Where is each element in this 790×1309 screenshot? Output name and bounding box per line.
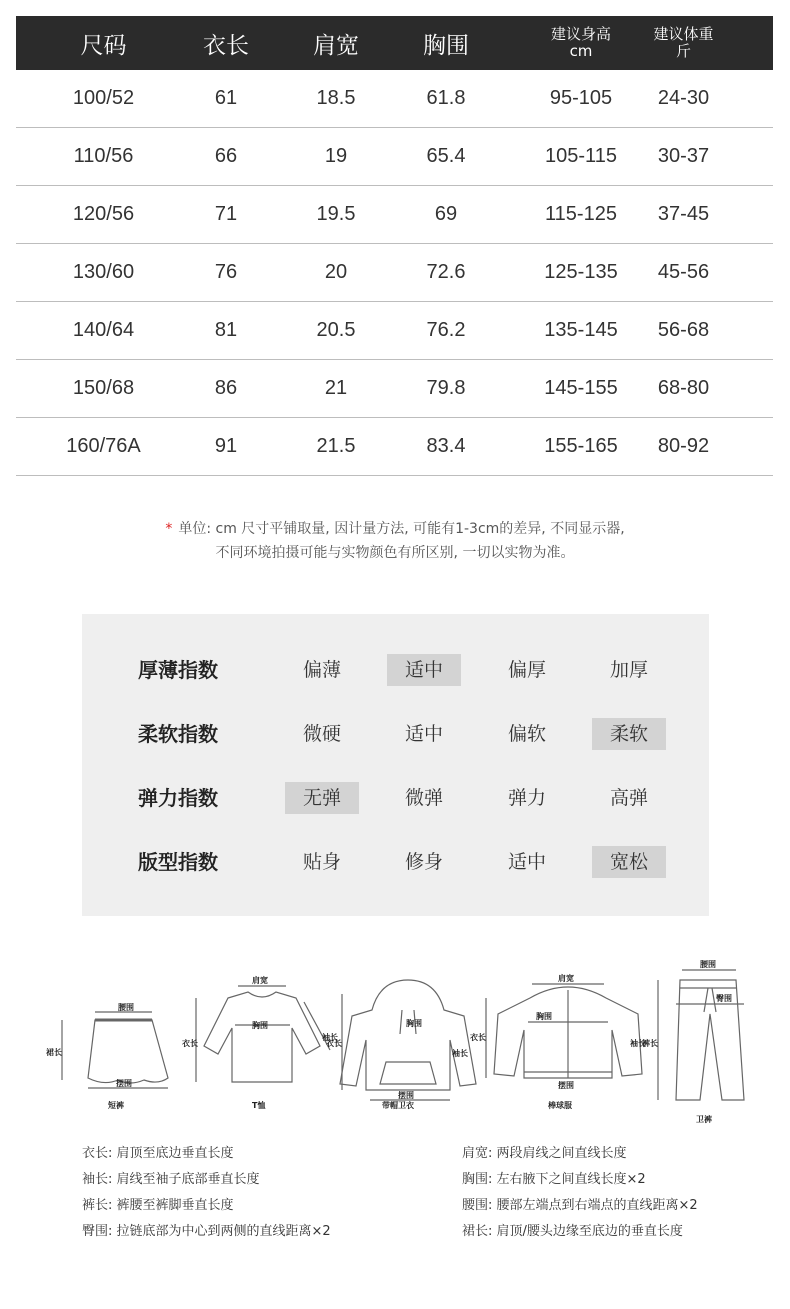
- table-cell: 37-45: [657, 203, 710, 225]
- definition-item: 裤长: 裤腰至裤脚垂直长度: [82, 1198, 234, 1213]
- table-cell: 66: [214, 145, 238, 167]
- header-chest: 胸围: [423, 32, 469, 59]
- index-label: 弹力指数: [138, 786, 218, 810]
- definition-item: 腰围: 腰部左端点到右端点的直线距离×2: [462, 1198, 698, 1213]
- shorts-name: 短裤: [108, 1101, 124, 1110]
- table-cell: 125-135: [544, 261, 618, 283]
- index-option: 加厚: [609, 659, 648, 681]
- index-option-selected: 适中: [387, 654, 461, 686]
- header-weight: [641, 16, 726, 70]
- table-cell: 115-125: [545, 203, 617, 225]
- definition-item: 臀围: 拉链底部为中心到两侧的直线距离×2: [82, 1224, 331, 1239]
- table-row: [16, 128, 773, 186]
- table-cell: 72.6: [426, 261, 466, 283]
- pants-hip-label: 臀围: [716, 994, 732, 1003]
- header-weight-label: 建议体重: [653, 25, 714, 43]
- jacket-hem-label: 摆围: [558, 1081, 574, 1090]
- table-cell: 110/56: [73, 145, 134, 167]
- table-cell: 24-30: [657, 87, 710, 109]
- hoodie-chest-label: 胸围: [406, 1019, 422, 1028]
- table-cell: 30-37: [657, 145, 710, 167]
- jacket-illustration: [486, 984, 642, 1078]
- tshirt-name: T恤: [252, 1101, 266, 1110]
- table-cell: 56-68: [657, 319, 710, 341]
- table-cell: 100/52: [72, 87, 135, 109]
- index-option: 适中: [404, 723, 443, 745]
- header-length: 衣长: [203, 32, 249, 59]
- index-label: 厚薄指数: [138, 658, 218, 682]
- header-height-unit: cm: [569, 42, 593, 60]
- size-table-header: [16, 16, 773, 70]
- definition-item: 裙长: 肩顶/腰头边缘至底边的垂直长度: [462, 1224, 683, 1239]
- definitions-left: [82, 1141, 331, 1245]
- definition-item: 袖长: 肩线至袖子底部垂直长度: [82, 1172, 260, 1187]
- table-cell: 21.5: [316, 435, 356, 457]
- table-cell: 61: [214, 87, 238, 109]
- table-cell: 68-80: [657, 377, 710, 399]
- table-cell: 145-155: [544, 377, 618, 399]
- index-option: 微硬: [302, 723, 341, 745]
- jacket-name: 棒球服: [548, 1101, 572, 1110]
- size-table: [16, 16, 773, 476]
- table-cell: 71: [214, 203, 238, 225]
- index-label: 版型指数: [138, 850, 218, 874]
- index-row: [82, 714, 709, 754]
- table-cell: 76: [214, 261, 238, 283]
- table-cell: 91: [214, 435, 238, 457]
- index-row: [82, 842, 709, 882]
- garment-diagrams-svg: [40, 950, 775, 1130]
- header-size: 尺码: [80, 32, 127, 59]
- index-option: 修身: [404, 851, 443, 873]
- note-line-2: 不同环境拍摄可能与实物颜色有所区别, 一切以实物为准。: [215, 545, 575, 561]
- table-cell: 83.4: [426, 435, 466, 457]
- note-line-1-text: 单位: cm 尺寸平铺取量, 因计量方法, 可能有1-3cm的差异, 不同显示器,: [178, 521, 625, 537]
- table-row: [16, 70, 773, 128]
- index-row: [82, 778, 709, 818]
- index-row: [82, 650, 709, 690]
- tshirt-chest-label: 胸围: [252, 1021, 268, 1030]
- table-cell: 79.8: [426, 377, 466, 399]
- index-option-selected: 柔软: [592, 718, 666, 750]
- shorts-waist-label: 腰围: [118, 1003, 134, 1012]
- measurement-note: [0, 517, 790, 565]
- table-cell: 20: [324, 261, 348, 283]
- index-option: 微弹: [404, 787, 443, 809]
- index-option: 弹力: [507, 787, 546, 809]
- hoodie-hem-label: 摆围: [398, 1091, 414, 1100]
- pants-waist-label: 腰围: [700, 960, 716, 969]
- shorts-illustration: [62, 1012, 168, 1088]
- table-cell: 95-105: [549, 87, 613, 109]
- hoodie-name: 带帽卫衣: [382, 1101, 414, 1110]
- pants-name: 卫裤: [696, 1115, 712, 1124]
- tshirt-sleeve-label: 袖长: [322, 1033, 338, 1042]
- hoodie-length-label: 衣长: [326, 1039, 342, 1048]
- table-cell: 19: [324, 145, 348, 167]
- table-cell: 105-115: [545, 145, 617, 167]
- definition-item: 肩宽: 两段肩线之间直线长度: [462, 1146, 627, 1161]
- table-cell: 65.4: [426, 145, 466, 167]
- tshirt-illustration: [196, 986, 330, 1082]
- index-label: 柔软指数: [138, 722, 218, 746]
- table-row: [16, 418, 773, 476]
- table-cell: 80-92: [657, 435, 710, 457]
- table-cell: 155-165: [544, 435, 618, 457]
- index-option: 偏软: [507, 723, 546, 745]
- table-row: [16, 302, 773, 360]
- index-option-selected: 无弹: [285, 782, 359, 814]
- table-cell: 81: [214, 319, 238, 341]
- pants-illustration: [658, 970, 744, 1100]
- table-cell: 18.5: [316, 87, 356, 109]
- table-cell: 86: [214, 377, 238, 399]
- header-height: [521, 16, 641, 70]
- definitions-right: [462, 1141, 698, 1245]
- jacket-sleeve-label: 袖长: [630, 1039, 646, 1048]
- table-cell: 61.8: [426, 87, 466, 109]
- table-cell: 130/60: [72, 261, 135, 283]
- hoodie-illustration: [340, 980, 476, 1100]
- note-star: *: [165, 521, 173, 537]
- fabric-index-panel: [82, 614, 709, 916]
- index-option: 贴身: [302, 851, 341, 873]
- table-cell: 120/56: [72, 203, 135, 225]
- header-height-label: 建议身高: [550, 25, 611, 43]
- index-option: 适中: [507, 851, 546, 873]
- pants-length-label: 裤长: [642, 1039, 658, 1048]
- index-option: 偏厚: [507, 659, 546, 681]
- table-row: [16, 186, 773, 244]
- table-cell: 135-145: [544, 319, 618, 341]
- hoodie-sleeve-label: 袖长: [452, 1049, 468, 1058]
- jacket-length-label: 衣长: [470, 1033, 486, 1042]
- jacket-shoulder-label: 肩宽: [558, 974, 574, 983]
- tshirt-length-label: 衣长: [182, 1039, 198, 1048]
- note-line-1: [0, 517, 790, 541]
- table-row: [16, 360, 773, 418]
- definition-item: 胸围: 左右腋下之间直线长度×2: [462, 1172, 646, 1187]
- index-option: 高弹: [609, 787, 648, 809]
- tshirt-shoulder-label: 肩宽: [252, 976, 268, 985]
- table-row: [16, 244, 773, 302]
- table-cell: 21: [324, 377, 348, 399]
- table-cell: 160/76A: [66, 435, 141, 457]
- size-table-body: [16, 70, 773, 476]
- header-weight-unit: 斤: [675, 42, 691, 60]
- index-option: 偏薄: [302, 659, 341, 681]
- shorts-hem-label: 摆围: [116, 1079, 132, 1088]
- table-cell: 140/64: [72, 319, 135, 341]
- jacket-chest-label: 胸围: [536, 1012, 552, 1021]
- table-cell: 76.2: [426, 319, 466, 341]
- table-cell: 45-56: [657, 261, 710, 283]
- header-shoulder: 肩宽: [313, 32, 359, 59]
- index-option-selected: 宽松: [592, 846, 666, 878]
- measurement-diagrams: [40, 950, 775, 1130]
- table-cell: 69: [434, 203, 458, 225]
- table-cell: 150/68: [72, 377, 135, 399]
- table-cell: 19.5: [316, 203, 356, 225]
- definition-item: 衣长: 肩顶至底边垂直长度: [82, 1146, 234, 1161]
- table-cell: 20.5: [316, 319, 356, 341]
- shorts-length-label: 裙长: [46, 1048, 62, 1057]
